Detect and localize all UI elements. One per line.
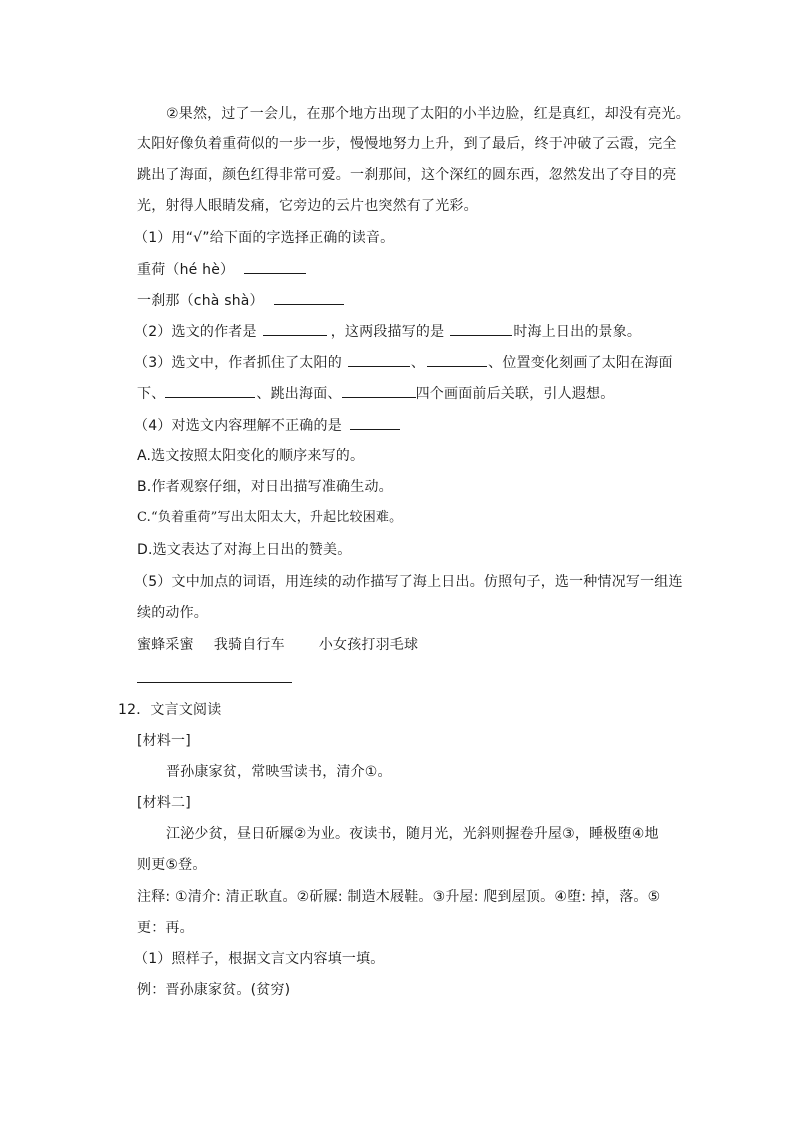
- question-1-item-2-text: 一刹那（chà shà）: [137, 293, 264, 309]
- question-3-part-5: 、跳出海面、: [256, 386, 342, 402]
- question-5-choice-3: 小女孩打羽毛球: [318, 637, 419, 653]
- answer-blank[interactable]: [350, 415, 400, 430]
- question-5-choice-2: 我骑自行车: [213, 637, 285, 653]
- question-3-part-1: （3）选文中，作者抓住了太阳的: [134, 355, 342, 371]
- question-5-choices: [137, 635, 418, 655]
- question-3-line-1: [134, 352, 673, 373]
- question-1-item-1: [137, 259, 306, 280]
- passage-line-3: 跳出了海面，颜色红得非常可爱。一刹那间，这个深红的圆东西，忽然发出了夺目的亮: [137, 167, 677, 183]
- material-1-text: 晋孙康家贫，常映雪读书，清介①。: [166, 764, 392, 780]
- question-5-choice-1: 蜜蜂采蜜: [137, 637, 194, 653]
- question-3-part-6: 四个画面前后关联，引人遐想。: [415, 386, 615, 402]
- material-1-label: [材料一]: [137, 733, 191, 749]
- material-2-line-2: 则更⑤登。: [137, 857, 207, 873]
- answer-blank[interactable]: [244, 259, 306, 274]
- question-5-line-1: （5）文中加点的词语，用连续的动作描写了海上日出。仿照句子，选一种情况写一组连: [134, 574, 683, 590]
- answer-blank[interactable]: [348, 352, 410, 367]
- question-5-line-2: 续的动作。: [137, 605, 208, 621]
- passage-line-2: 太阳好像负着重荷似的一步一步，慢慢地努力上升，到了最后，终于冲破了云霞，完全: [137, 136, 677, 152]
- answer-blank[interactable]: [165, 383, 255, 398]
- question-3-part-4: 下、: [137, 386, 166, 402]
- material-2-label: [材料二]: [137, 795, 191, 811]
- answer-blank-time[interactable]: [450, 321, 512, 336]
- question-3-part-3: 、位置变化刻画了太阳在海面: [488, 355, 673, 371]
- question-1-item-1-text: 重荷（hé hè）: [137, 262, 235, 278]
- question-1-prompt: （1）用“√”给下面的字选择正确的读音。: [134, 230, 395, 246]
- answer-blank[interactable]: [342, 383, 416, 398]
- question-3-line-2: [137, 383, 614, 404]
- question-4-option-c: C.“负着重荷”写出太阳太大，升起比较困难。: [137, 510, 403, 525]
- question-3-part-2: 、: [410, 355, 426, 371]
- question-2-part-1: （2）选文的作者是: [134, 324, 257, 340]
- question-12-title: 12．文言文阅读: [118, 702, 222, 718]
- question-2-part-2: ，这两段描写的是: [330, 324, 445, 340]
- answer-blank[interactable]: [274, 290, 344, 305]
- question-4-option-a: A.选文按照太阳变化的顺序来写的。: [137, 448, 365, 464]
- passage-line-4: 光，射得人眼睛发痛，它旁边的云片也突然有了光彩。: [137, 198, 478, 214]
- question-4-prompt-line: [134, 415, 400, 436]
- question-2-part-3: 时海上日出的景象。: [513, 324, 642, 340]
- question-5-answer-line[interactable]: [137, 682, 292, 683]
- question-12-sub-1-prompt: （1）照样子，根据文言文内容填一填。: [134, 951, 385, 967]
- question-4-prompt: （4）对选文内容理解不正确的是: [134, 418, 342, 434]
- notes-line-1: 注释: ①清介: 清正耿直。②斫屧: 制造木屐鞋。③升屋: 爬到屋顶。④堕: 掉，落。⑤: [137, 889, 661, 905]
- question-4-option-d: D.选文表达了对海上日出的赞美。: [137, 542, 352, 558]
- question-4-option-b: B.作者观察仔细，对日出描写准确生动。: [137, 479, 393, 495]
- answer-blank-author[interactable]: [263, 321, 327, 336]
- material-2-line-1: 江泌少贫，昼日斫屧②为业。夜读书，随月光，光斜则握卷升屋③，睡极堕④地: [166, 826, 659, 842]
- question-1-item-2: [137, 290, 344, 311]
- passage-line-1: ②果然，过了一会儿，在那个地方出现了太阳的小半边脸，红是真红，却没有亮光。: [166, 106, 690, 122]
- question-12-example: 例：晋孙康家贫。(贫穷): [137, 982, 291, 998]
- notes-line-2: 更：再。: [137, 920, 194, 936]
- answer-blank[interactable]: [427, 352, 487, 367]
- question-2: [134, 321, 641, 342]
